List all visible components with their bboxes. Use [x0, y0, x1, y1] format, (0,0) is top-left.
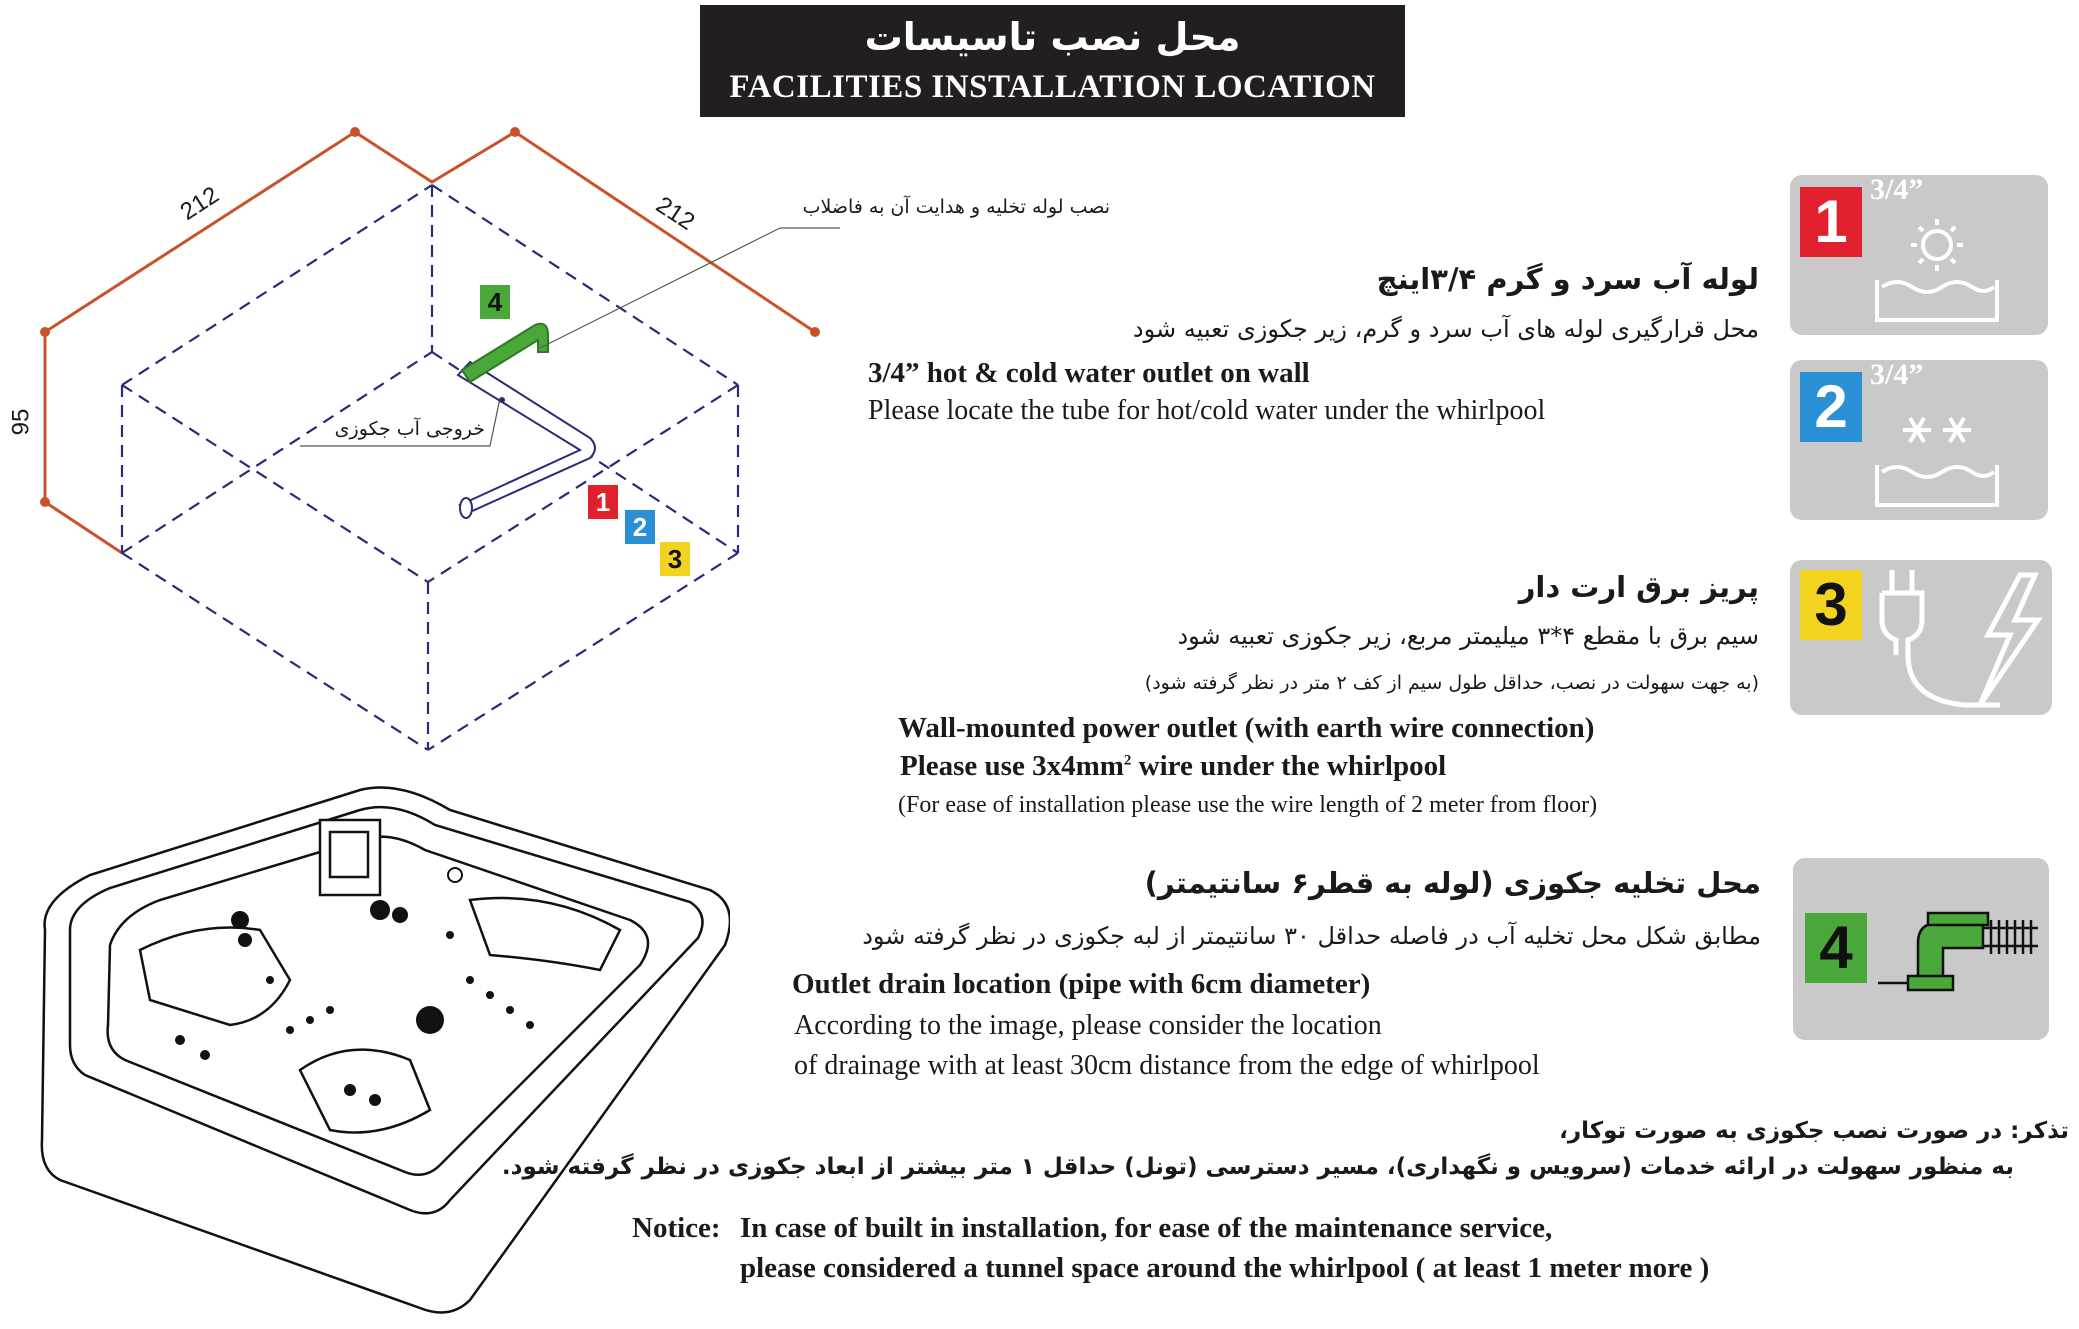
hot-tub-illustration	[30, 780, 730, 1320]
icon-fraction-2: 3/4”	[1870, 358, 1924, 391]
icon-number-3: 3	[1800, 570, 1862, 640]
box-corner-dots	[40, 127, 820, 507]
icon-number-1: 1	[1800, 187, 1862, 257]
section3-en-text-2: of drainage with at least 30cm distance from the edge of whirlpool	[794, 1050, 1540, 1081]
installation-box-diagram	[0, 120, 840, 760]
dimension-width-right: 212	[651, 191, 700, 236]
notice-en-label: Notice:	[632, 1212, 721, 1244]
notice-en-line1: In case of built in installation, for ease of the maintenance service,	[740, 1212, 1553, 1244]
icon-card-power-outlet	[1790, 560, 2052, 715]
notice-fa-line1: تذکر: در صورت نصب جکوزی به صورت توکار،	[1559, 1118, 2069, 1144]
icon-card-hot-water	[1790, 175, 2048, 335]
notice-en-line2: please considered a tunnel space around the whirlpool ( at least 1 meter more )	[740, 1252, 1710, 1284]
diagram-badge-2: 2	[625, 510, 655, 544]
cold-water-icon	[1872, 400, 2022, 515]
section2-fa-text: سیم برق با مقطع ۴*۳ میلیمتر مربع، زیر جکوزی تعبیه شود	[1177, 622, 1759, 650]
icon-card-cold-water	[1790, 360, 2048, 520]
outlet-water-label: خروجی آب جکوزی	[334, 418, 485, 440]
section1-en-title: 3/4” hot & cold water outlet on wall	[868, 357, 1310, 389]
diagram-badge-3: 3	[660, 542, 690, 576]
section2-en-title: Wall-mounted power outlet (with earth wire connection)	[898, 712, 1595, 744]
icon-number-4: 4	[1805, 913, 1867, 983]
outlet-pipe	[458, 362, 595, 518]
icon-number-2: 2	[1800, 372, 1862, 442]
diagram-badge-1: 1	[588, 485, 618, 519]
section3-en-title: Outlet drain location (pipe with 6cm diameter)	[792, 968, 1371, 1000]
drain-pipe-green	[462, 324, 548, 382]
diagram-badge-4: 4	[480, 285, 510, 319]
section1-en-text: Please locate the tube for hot/cold water under the whirlpool	[868, 395, 1546, 426]
drain-pipe-icon	[1873, 888, 2043, 1008]
section2-fa-note: (به جهت سهولت در نصب، حداقل طول سیم از کف ۲ متر در نظر گرفته شود)	[1144, 672, 1759, 694]
box-top-outline	[45, 132, 815, 553]
box-dashed-edges	[122, 185, 738, 750]
power-plug-icon	[1870, 565, 2045, 713]
drain-install-label: نصب لوله تخلیه و هدایت آن به فاضلاب	[802, 196, 1110, 218]
section1-fa-title: لوله آب سرد و گرم ۳/۴اینچ	[1376, 262, 1759, 296]
section3-fa-text: مطابق شکل محل تخلیه آب در فاصله حداقل ۳۰ سانتیمتر از لبه جکوزی در نظر گرفته شود	[862, 922, 1761, 950]
dimension-height: 95	[7, 408, 35, 436]
leader-lines	[300, 228, 840, 446]
section2-fa-title: پریز برق ارت دار	[1518, 570, 1759, 604]
section3-fa-title: محل تخلیه جکوزی (لوله به قطر۶ سانتیمتر)	[1144, 866, 1761, 900]
icon-card-drain	[1793, 858, 2049, 1040]
section3-en-text-1: According to the image, please consider the location	[794, 1010, 1382, 1041]
notice-fa-line2: به منظور سهولت در ارائه خدمات (سرویس و نگهداری)، مسیر دسترسی (تونل) حداقل ۱ متر بیشتر از ابعاد جکوزی در نظر گرفته شود.	[501, 1154, 2014, 1180]
dimension-width-left: 212	[175, 181, 224, 226]
hot-water-icon	[1872, 215, 2022, 330]
section1-fa-text: محل قرارگیری لوله های آب سرد و گرم، زیر جکوزی تعبیه شود	[1132, 315, 1759, 343]
title-english: FACILITIES INSTALLATION LOCATION	[729, 69, 1376, 105]
icon-fraction-1: 3/4”	[1870, 173, 1924, 206]
section2-en-note: (For ease of installation please use the wire length of 2 meter from floor)	[898, 792, 1598, 818]
section2-en-text: Please use $3x4mm^2$ wire under the whirlpool	[900, 750, 1447, 782]
title-banner	[700, 5, 1405, 117]
title-persian: محل نصب تاسیسات	[864, 15, 1241, 59]
